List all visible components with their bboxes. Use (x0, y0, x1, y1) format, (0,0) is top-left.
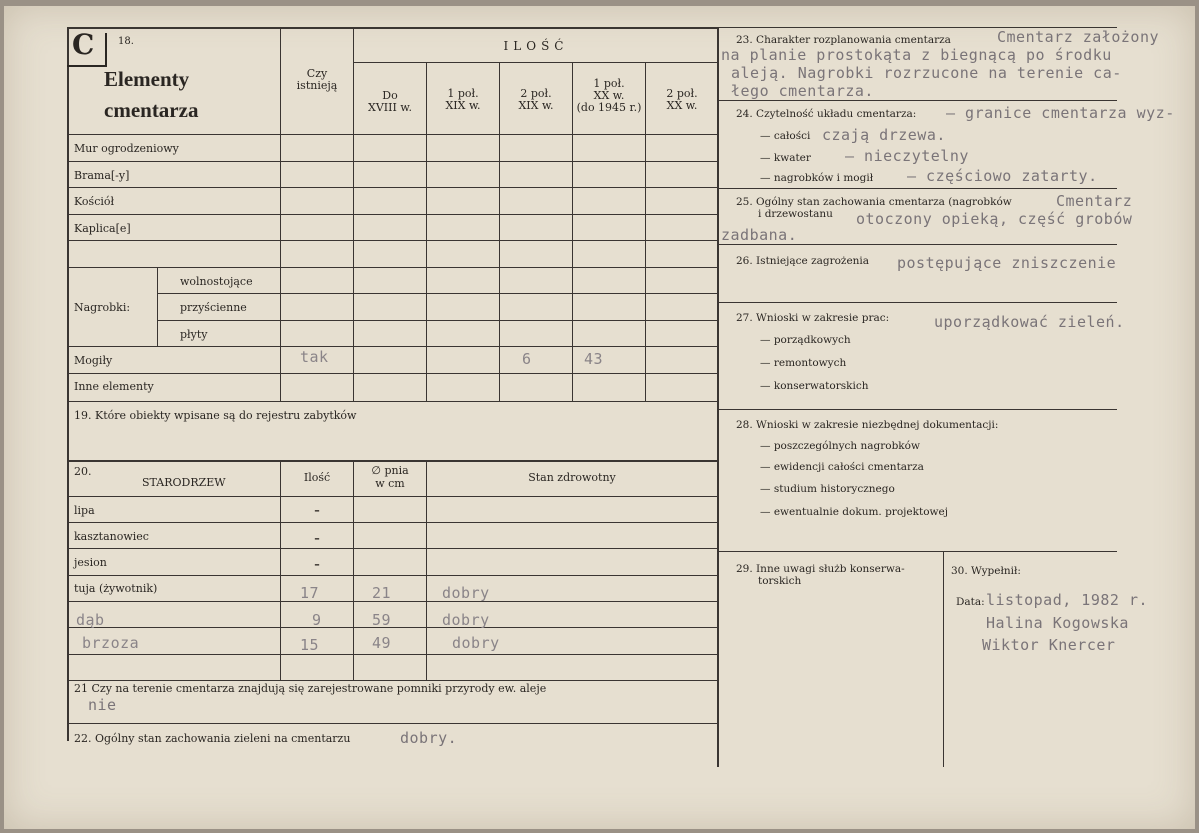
period-header-4: 1 poł. XX w. (do 1945 r.) (576, 77, 642, 114)
tree-ilosc: – (314, 532, 320, 545)
q26-answer: postępujące zniszczenie (897, 254, 1117, 272)
q27-item-konserwatorskich: — konserwatorskich (760, 380, 869, 392)
title-line1: Elementy (104, 67, 190, 91)
tree-pnia: 21 (372, 584, 392, 602)
q30-name2: Wiktor Knercer (982, 636, 1116, 654)
period-header-2: 1 poł. XIX w. (445, 87, 481, 112)
tree-name: tuja (żywotnik) (74, 582, 158, 595)
q27-item-remontowych: — remontowych (760, 357, 847, 369)
tree-pnia: 49 (372, 634, 392, 652)
tree-ilosc: – (314, 504, 320, 517)
row-kaplica: Kaplica[e] (74, 222, 131, 235)
mogily-2pol-xix: 6 (522, 350, 532, 368)
tree-ilosc: 17 (300, 584, 320, 602)
q22-label: 22. Ogólny stan zachowania zieleni na cmentarzu (74, 732, 351, 745)
document-sheet (4, 6, 1195, 829)
q28-item-2: — ewidencji całości cmentarza (760, 461, 924, 473)
tree-pnia: 59 (372, 611, 392, 629)
czy-header: Czy istnieją (296, 67, 338, 92)
q23-label: 23. Charakter rozplanowania cmentarza (736, 34, 951, 46)
q24-nagrobkow-answer: – częściowo zatarty. (907, 167, 1098, 185)
q27-label: 27. Wnioski w zakresie prac: (736, 312, 890, 324)
q23-line4: łego cmentarza. (731, 82, 874, 100)
row-mur: Mur ogrodzeniowy (74, 142, 179, 155)
q23-line1: Cmentarz założony (997, 28, 1160, 46)
q23-line2: na planie prostokąta z biegnącą po środku (721, 46, 1112, 64)
q28-item-3: — studium historycznego (760, 483, 895, 495)
starodrzew-header: STARODRZEW (142, 476, 226, 489)
q20-num: 20. (74, 465, 92, 478)
period-header-5: 2 poł. XX w. (666, 87, 698, 112)
q25-line2: otoczony opieką, część grobów (856, 210, 1133, 228)
q27-answer: uporządkować zieleń. (934, 313, 1125, 331)
q19-label: 19. Które obiekty wpisane są do rejestru zabytków (74, 409, 357, 422)
nagrobki-label: Nagrobki: (74, 301, 131, 314)
q29-label1: 29. Inne uwagi służb konserwa- (736, 563, 905, 575)
tree-ilosc: 15 (300, 636, 320, 654)
q24-nagrobkow: — nagrobków i mogił (760, 172, 874, 184)
q29-label2: torskich (758, 575, 802, 587)
stan-col-header: Stan zdrowotny (528, 471, 616, 484)
nagrobki-wolnostojace: wolnostojące (180, 275, 253, 288)
tree-name: kasztanowiec (74, 530, 149, 543)
ilosc-col-header: Ilość (303, 471, 331, 484)
q21-label: 21 Czy na terenie cmentarza znajdują się zarejestrowane pomniki przyrody ew. aleje (74, 682, 547, 695)
tree-name: lipa (74, 504, 95, 517)
ilosc-header: ILOŚĆ (503, 39, 569, 53)
tree-stan: dobry (442, 611, 490, 629)
q22-answer: dobry. (400, 729, 458, 747)
q24-kwater: — kwater (760, 152, 811, 164)
title-line2: cmentarza (104, 98, 199, 122)
tree-name: dąb (76, 611, 105, 629)
q26-label: 26. Istniejące zagrożenia (736, 255, 870, 267)
tree-name: brzoza (82, 634, 140, 652)
pnia-col-header: ∅ pnia w cm (371, 464, 409, 490)
mogily-czy: tak (300, 348, 329, 366)
q24-calosci: — całości (760, 130, 811, 142)
mogily-label: Mogiły (74, 354, 113, 367)
q27-item-porzadkowych: — porządkowych (760, 334, 851, 346)
q28-item-4: — ewentualnie dokum. projektowej (760, 506, 948, 518)
q30-name1: Halina Kogowska (986, 614, 1129, 632)
card-number: 18. (118, 36, 134, 47)
q25-line1: Cmentarz (1056, 192, 1133, 210)
q25-line3: zadbana. (721, 226, 798, 244)
mogily-1pol-xx: 43 (584, 350, 604, 368)
q24-answer: – granice cmentarza wyz- (946, 104, 1175, 122)
nagrobki-przyscienne: przyścienne (180, 301, 247, 314)
q23-line3: aleją. Nagrobki rozrzucone na terenie ca- (731, 64, 1122, 82)
q28-item-1: — poszczególnych nagrobków (760, 440, 920, 452)
tree-ilosc: 9 (312, 611, 322, 629)
inne-label: Inne elementy (74, 380, 154, 393)
q24-kwater-answer: – nieczytelny (845, 147, 969, 165)
q24-label: 24. Czytelność układu cmentarza: (736, 108, 917, 120)
row-kosciol: Kościół (74, 195, 115, 208)
row-brama: Brama[-y] (74, 169, 130, 182)
q25-label1: 25. Ogólny stan zachowania cmentarza (nagrobków (736, 196, 1012, 208)
tree-stan: dobry (442, 584, 490, 602)
period-header-1: Do XVIII w. (368, 89, 412, 114)
q30-data-label: Data: (956, 596, 985, 608)
q25-label2: i drzewostanu (758, 208, 833, 220)
period-header-3: 2 poł. XIX w. (518, 87, 554, 112)
nagrobki-plyty: płyty (180, 328, 208, 341)
tree-stan: dobry (452, 634, 500, 652)
q30-label: 30. Wypełnił: (951, 565, 1021, 577)
q30-date: listopad, 1982 r. (986, 591, 1149, 609)
q28-label: 28. Wnioski w zakresie niezbędnej dokumentacji: (736, 419, 999, 431)
card-letter: C (72, 28, 95, 61)
tree-name: jesion (74, 556, 107, 569)
q21-answer: nie (88, 696, 117, 714)
tree-ilosc: – (314, 558, 320, 571)
q24-calosci-answer: czają drzewa. (822, 126, 946, 144)
